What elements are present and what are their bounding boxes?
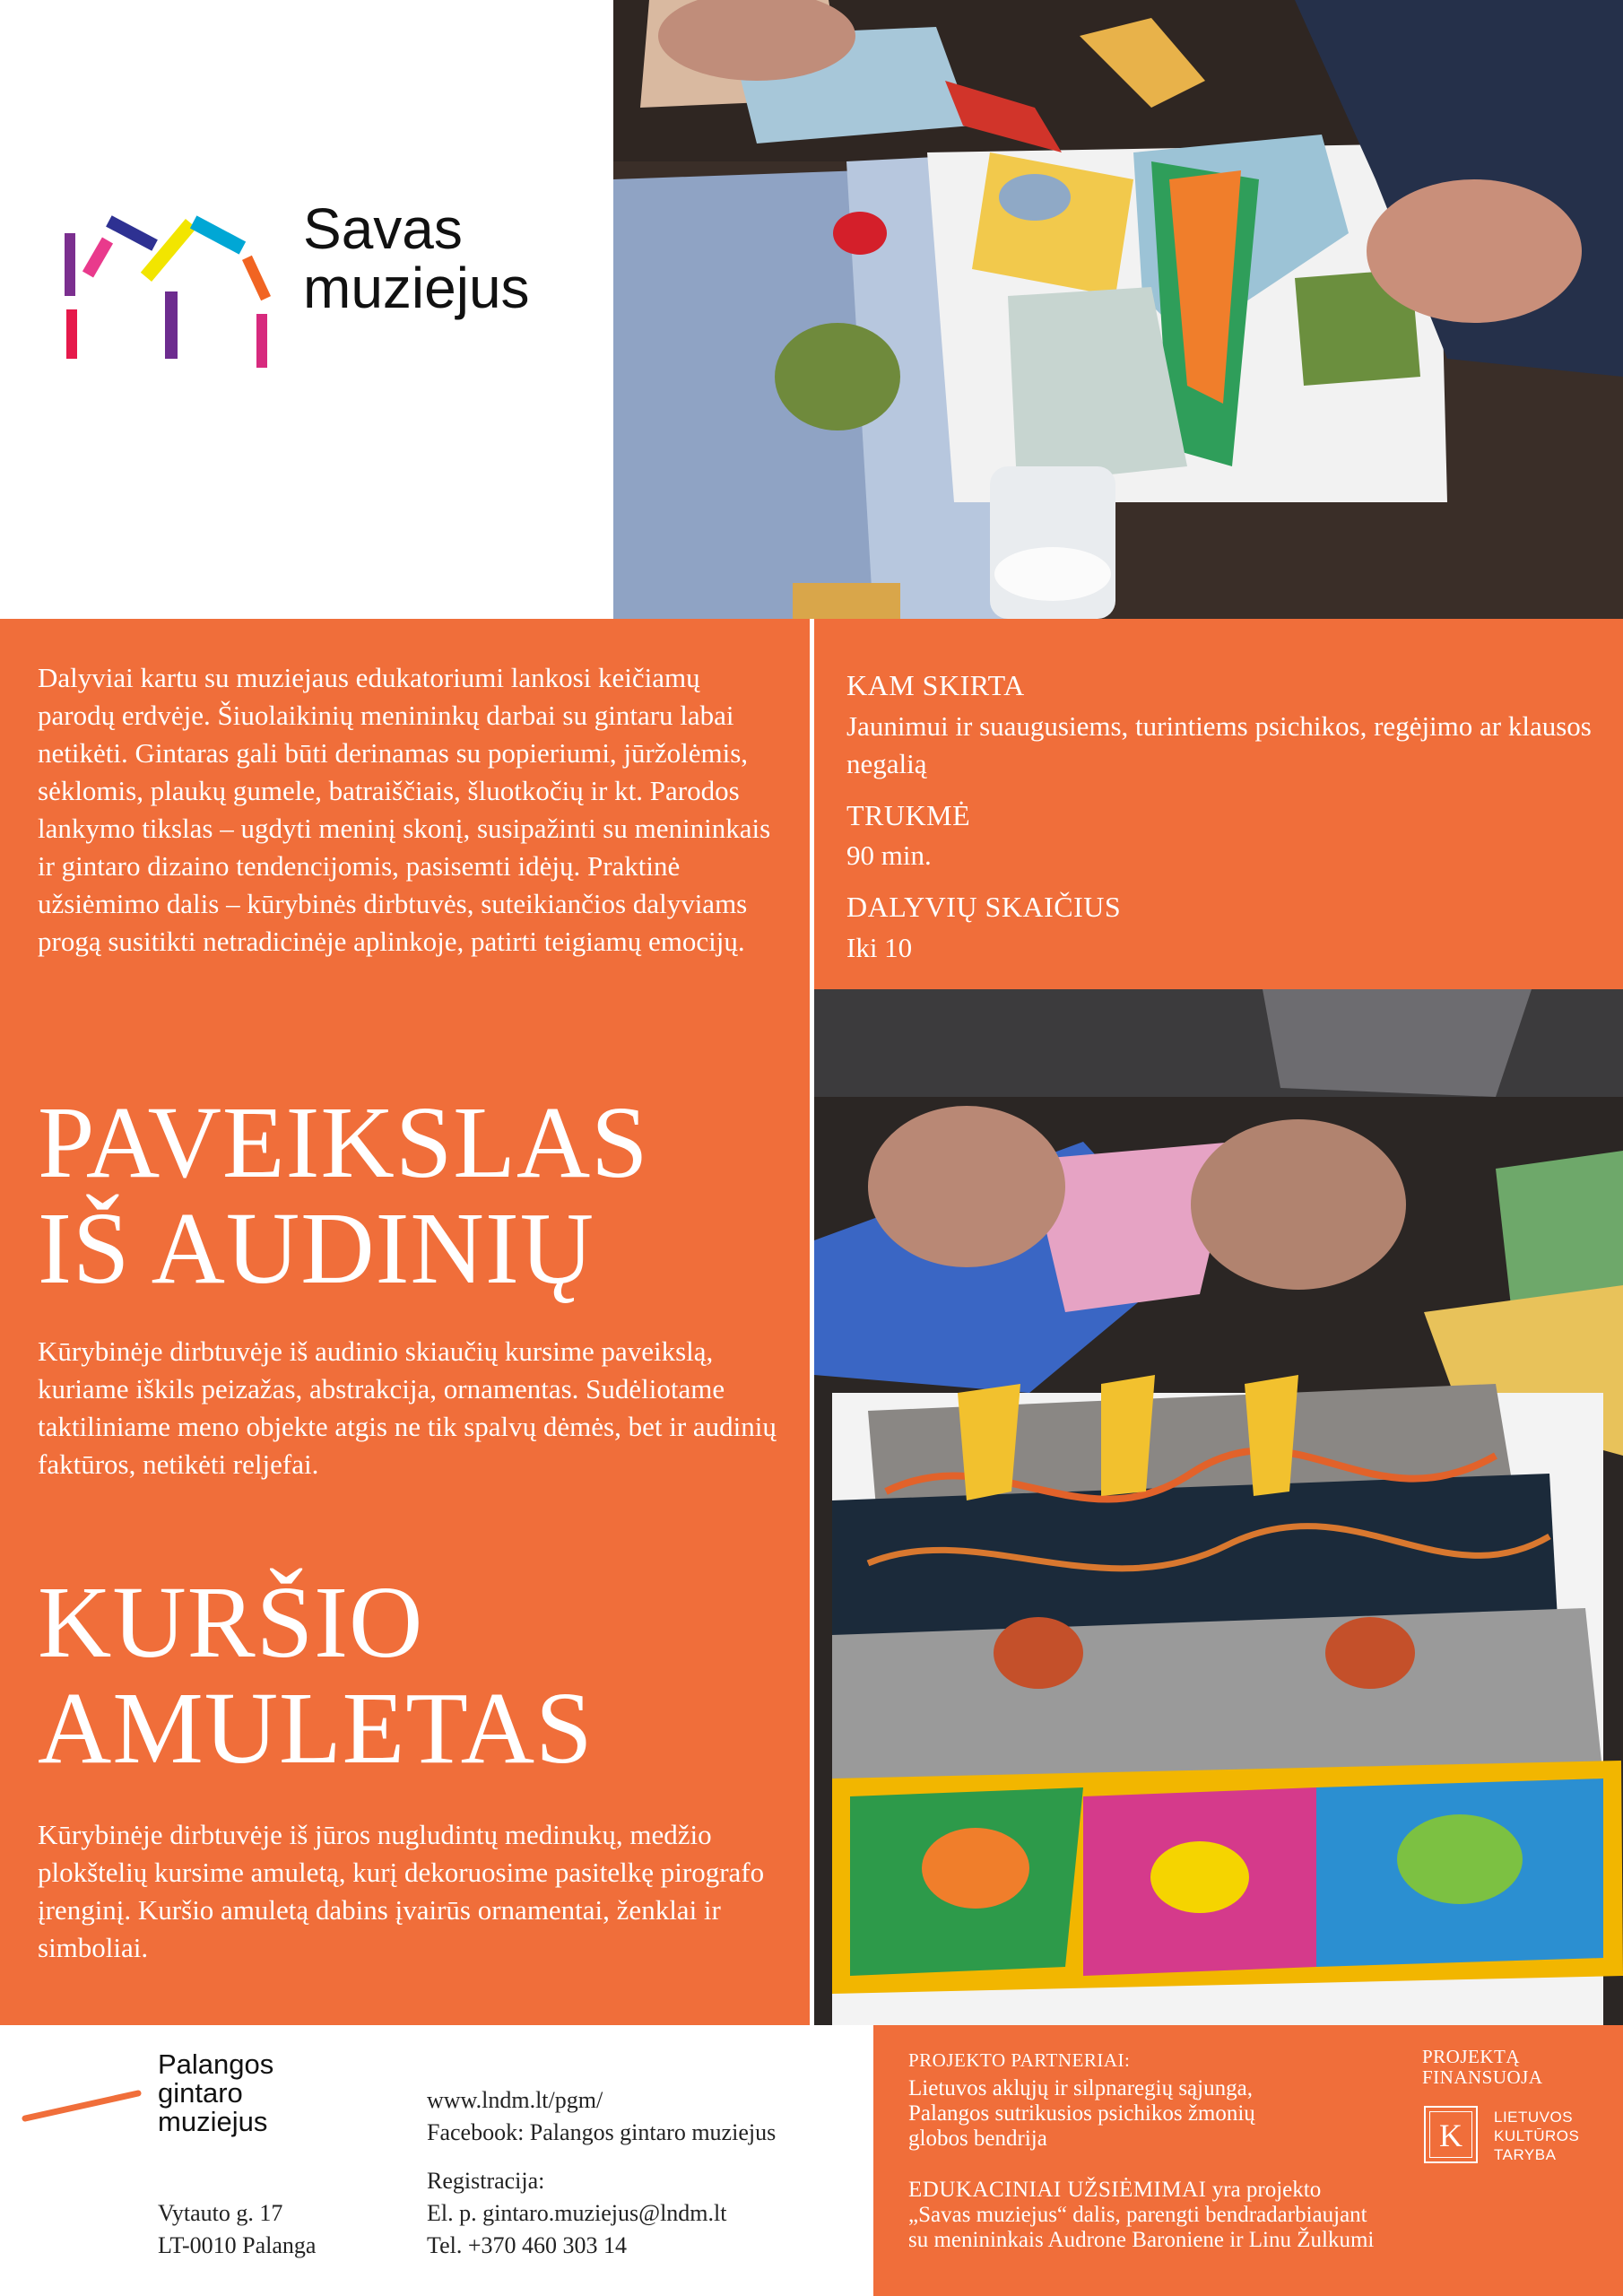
edu-note <box>908 2178 1374 2253</box>
address-line1: Vytauto g. 17 <box>158 2200 283 2226</box>
funder-name-line1: LIETUVOS <box>1494 2109 1574 2126</box>
registration-email[interactable]: El. p. gintaro.muziejus@lndm.lt <box>427 2200 727 2226</box>
workshop-photo-bottom <box>814 989 1623 2025</box>
museum-logo-line3: muziejus <box>158 2106 268 2137</box>
partners-list <box>908 2076 1255 2152</box>
partner-2-cont: globos bendrija <box>908 2126 1047 2151</box>
audience-label: KAM SKIRTA <box>846 669 1025 701</box>
facebook-link[interactable]: Facebook: Palangos gintaro muziejus <box>427 2119 777 2145</box>
section1-title-line2: IŠ AUDINIŲ <box>38 1191 595 1305</box>
logo-bar <box>165 291 178 359</box>
section1-paragraph: Kūrybinėje dirbtuvėje iš audinio skiaučių kursime paveikslą, kuriame iškils peizažas, abstrakcija, ornamentas. Sudėliotame taktiliniame meno objekte atgis ne tik spalvų dėmės, bet ir audinių faktūros, netikėti reljefai. <box>38 1335 777 1480</box>
logo-bar <box>82 237 113 277</box>
lkt-logo-icon <box>1424 2106 1478 2163</box>
logo-bar <box>66 309 77 359</box>
logo-bar <box>256 314 267 368</box>
logo-title-line2: muziejus <box>303 256 530 320</box>
museum-address <box>158 2197 316 2262</box>
intro-paragraph: Dalyviai kartu su muziejaus edukatoriumi lankosi keičiamų parodų erdvėje. Šiuolaikinių menininkų darbai su gintaru labai netikėti. Gintaras gali būti derinamas su popieriumi, jūržolėmis, sėklomis, plaukų gumele, batraiščiais, šluotkočių ir kt. Parodos lankymo tikslas – ugdyti meninį skonį, susipažinti su menininkais ir gintaro dizaino tendencijomis, pasisemti idėjų. Praktinė užsiėmimo dalis – kūrybinės dirbtuvės, suteikiančios dalyviams progą susitikti netradicinėje aplinkoje, patirti teigiamų emocijų. <box>38 662 771 957</box>
section2-paragraph: Kūrybinėje dirbtuvėje iš jūros nugludintų medinukų, medžio plokštelių kursime amuletą, kurį dekoruosime pasitelkę pirografo įrenginį. Kuršio amuletą dabins įvairūs ornamentai, ženklai ir simboliai. <box>38 1819 765 1963</box>
logo-bar <box>141 219 196 282</box>
registration-phone[interactable]: Tel. +370 460 303 14 <box>427 2232 627 2258</box>
savas-muziejus-logo-area <box>0 0 613 619</box>
section2-title-line2: AMULETAS <box>38 1671 594 1785</box>
section1-title <box>38 1085 800 1305</box>
workshop-photo-top-image <box>613 0 1623 619</box>
workshop-photo-top <box>613 0 1623 619</box>
funder-name-line2: KULTŪROS <box>1494 2127 1580 2144</box>
section2-title-line1: KURŠIO <box>38 1565 424 1679</box>
museum-logo-line1: Palangos <box>158 2048 274 2080</box>
funder-label <box>1422 2047 1543 2088</box>
partner-1: Lietuvos aklųjų ir silpnaregių sąjunga, <box>908 2076 1253 2100</box>
duration-value: 90 min. <box>846 839 932 871</box>
edu-note-line2: „Savas muziejus“ dalis, parengti bendradarbiaujant <box>908 2203 1367 2227</box>
website-link[interactable]: www.lndm.lt/pgm/ <box>427 2087 603 2113</box>
museum-logo-stroke <box>20 2081 145 2126</box>
museum-logo-text <box>158 2050 273 2136</box>
section2-title <box>38 1565 800 1785</box>
duration-label: TRUKMĖ <box>846 799 971 831</box>
participants-label: DALYVIŲ SKAIČIUS <box>846 891 1122 923</box>
logo-bar <box>190 215 246 254</box>
partner-2: Palangos sutrikusios psichikos žmonių <box>908 2101 1255 2126</box>
funder-label-line1: PROJEKTĄ <box>1422 2046 1521 2067</box>
workshop-photo-bottom-image <box>814 989 1623 2025</box>
registration-label: Registracija: <box>427 2168 545 2194</box>
logo-title <box>303 196 530 320</box>
funder-name-line3: TARYBA <box>1494 2146 1557 2163</box>
edu-note-line1 <box>908 2178 1374 2203</box>
section1-title-line1: PAVEIKSLAS <box>38 1085 649 1199</box>
savas-muziejus-logo-mark <box>54 202 287 381</box>
edu-note-highlight: EDUKACINIAI UŽSIĖMIMAI <box>908 2178 1207 2202</box>
logo-title-line1: Savas <box>303 196 463 261</box>
edu-note-line3: su menininkais Audrone Baroniene ir Linu Žulkumi <box>908 2228 1375 2252</box>
museum-logo-line2: gintaro <box>158 2077 243 2109</box>
funder-label-line2: FINANSUOJA <box>1422 2066 1543 2088</box>
logo-bar <box>242 256 271 300</box>
museum-web-links <box>427 2084 776 2149</box>
lkt-logo-letter: K <box>1429 2111 1472 2158</box>
partners-label: PROJEKTO PARTNERIAI: <box>908 2049 1131 2071</box>
logo-bar <box>65 233 75 296</box>
participants-value: Iki 10 <box>846 932 913 963</box>
funder-name <box>1494 2108 1579 2164</box>
registration-block <box>427 2165 726 2262</box>
edu-note-line1-rest: yra projekto <box>1206 2178 1322 2202</box>
audience-value: Jaunimui ir suaugusiems, turintiems psichikos, regėjimo ar klausos negalią <box>846 710 1592 779</box>
address-line2: LT-0010 Palanga <box>158 2232 317 2258</box>
logo-bar <box>106 215 158 251</box>
